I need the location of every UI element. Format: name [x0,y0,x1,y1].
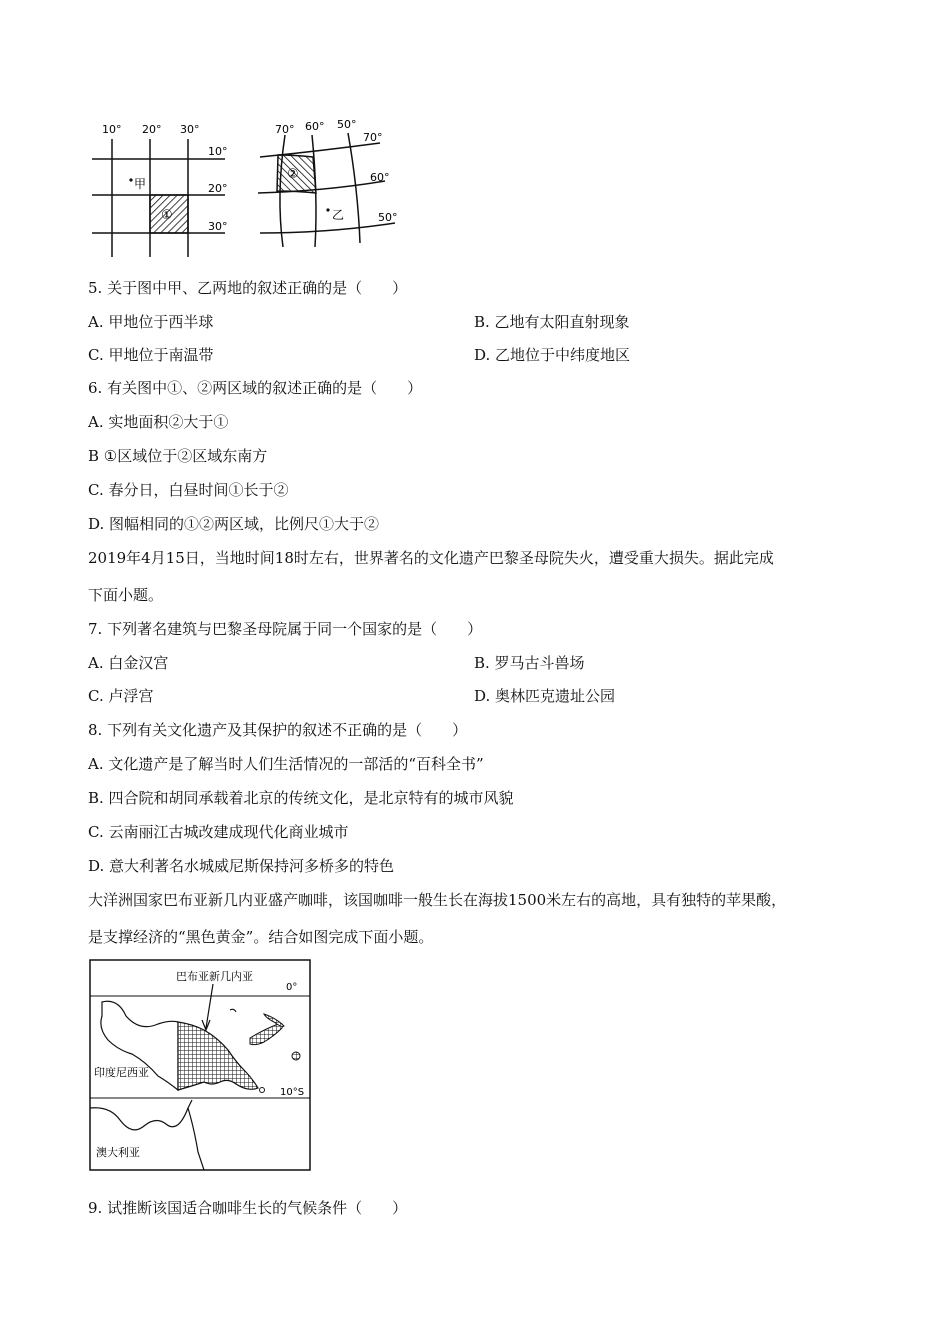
q7-option-b: B. 罗马古斗兽场 [474,654,585,672]
passage2-line1: 大洋洲国家巴布亚新几内亚盛产咖啡，该国咖啡一般生长在海拔1500米左右的高地，具有独特的苹果酸， [88,891,787,909]
q6-option-c: C. 春分日，白昼时间①长于② [88,481,289,499]
q7-option-a: A. 白金汉宫 [88,654,169,672]
lon-label-20: 20° [142,123,162,136]
point-jia-label: 甲 [134,177,147,191]
q9-stem: 9. 试推断该国适合咖啡生长的气候条件（ ） [88,1199,408,1217]
q8-option-a: A. 文化遗产是了解当时人们生活情况的一部活的“百科全书” [88,755,484,773]
lon-label-50: 50° [337,118,357,131]
q7-stem: 7. 下列著名建筑与巴黎圣母院属于同一个国家的是（ ） [88,620,483,638]
passage1-line2: 下面小题。 [88,586,164,604]
q8-option-c: C. 云南丽江古城改建成现代化商业城市 [88,823,349,841]
q7-option-d: D. 奥林匹克遗址公园 [474,687,616,705]
point-yi-marker [326,208,329,211]
q5-option-d: D. 乙地位于中纬度地区 [474,346,631,364]
lat-label-50: 50° [378,211,398,224]
passage2-line2: 是支撑经济的“黑色黄金”。结合如图完成下面小题。 [88,928,434,946]
lon-label-30: 30° [180,123,200,136]
lat-label-70: 70° [363,131,383,144]
passage1-line1: 2019年4月15日，当地时间18时左右，世界著名的文化遗产巴黎圣母院失火，遭受重大损失。据此完成 [88,549,774,567]
q8-option-b: B. 四合院和胡同承载着北京的传统文化，是北京特有的城市风貌 [88,789,514,807]
q8-stem: 8. 下列有关文化遗产及其保护的叙述不正确的是（ ） [88,721,468,739]
small-island [260,1088,265,1093]
left-grid [92,123,228,257]
q6-option-a: A. 实地面积②大于① [88,413,229,431]
region-1-label: ① [161,208,173,223]
lon-label-60: 60° [305,120,325,133]
q6-stem: 6. 有关图中①、②两区域的叙述正确的是（ ） [88,379,423,397]
right-grid [258,118,398,247]
map-title: 巴布亚新几内亚 [176,970,253,983]
bougainville-island [292,1052,300,1060]
q6-option-d: D. 图幅相同的①②两区域，比例尺①大于② [88,515,380,533]
indonesia-label: 印度尼西亚 [94,1066,149,1079]
australia-label: 澳大利亚 [96,1146,140,1159]
png-map-figure [88,958,312,1172]
point-yi-label: 乙 [332,208,345,222]
lat-label-30: 30° [208,220,228,233]
q5-option-b: B. 乙地有太阳直射现象 [474,313,630,331]
lon-label-10: 10° [102,123,122,136]
lat-label-20: 20° [208,182,228,195]
lat-label-60: 60° [370,171,390,184]
lat-label-10: 10° [208,145,228,158]
lat-0-label: 0° [286,982,298,993]
q8-option-d: D. 意大利著名水城威尼斯保持河多桥多的特色 [88,857,395,875]
point-jia-marker [129,178,132,181]
q5-option-a: A. 甲地位于西半球 [88,313,214,331]
q5-option-c: C. 甲地位于南温带 [88,346,214,364]
region-2-label: ② [287,167,299,182]
q7-option-c: C. 卢浮宫 [88,687,154,705]
lon-label-70: 70° [275,123,295,136]
q5-stem: 5. 关于图中甲、乙两地的叙述正确的是（ ） [88,279,408,297]
latlon-grid-figure [80,115,420,265]
q6-option-b: B ①区域位于②区域东南方 [88,447,268,465]
lat-10s-label: 10°S [280,1087,305,1098]
